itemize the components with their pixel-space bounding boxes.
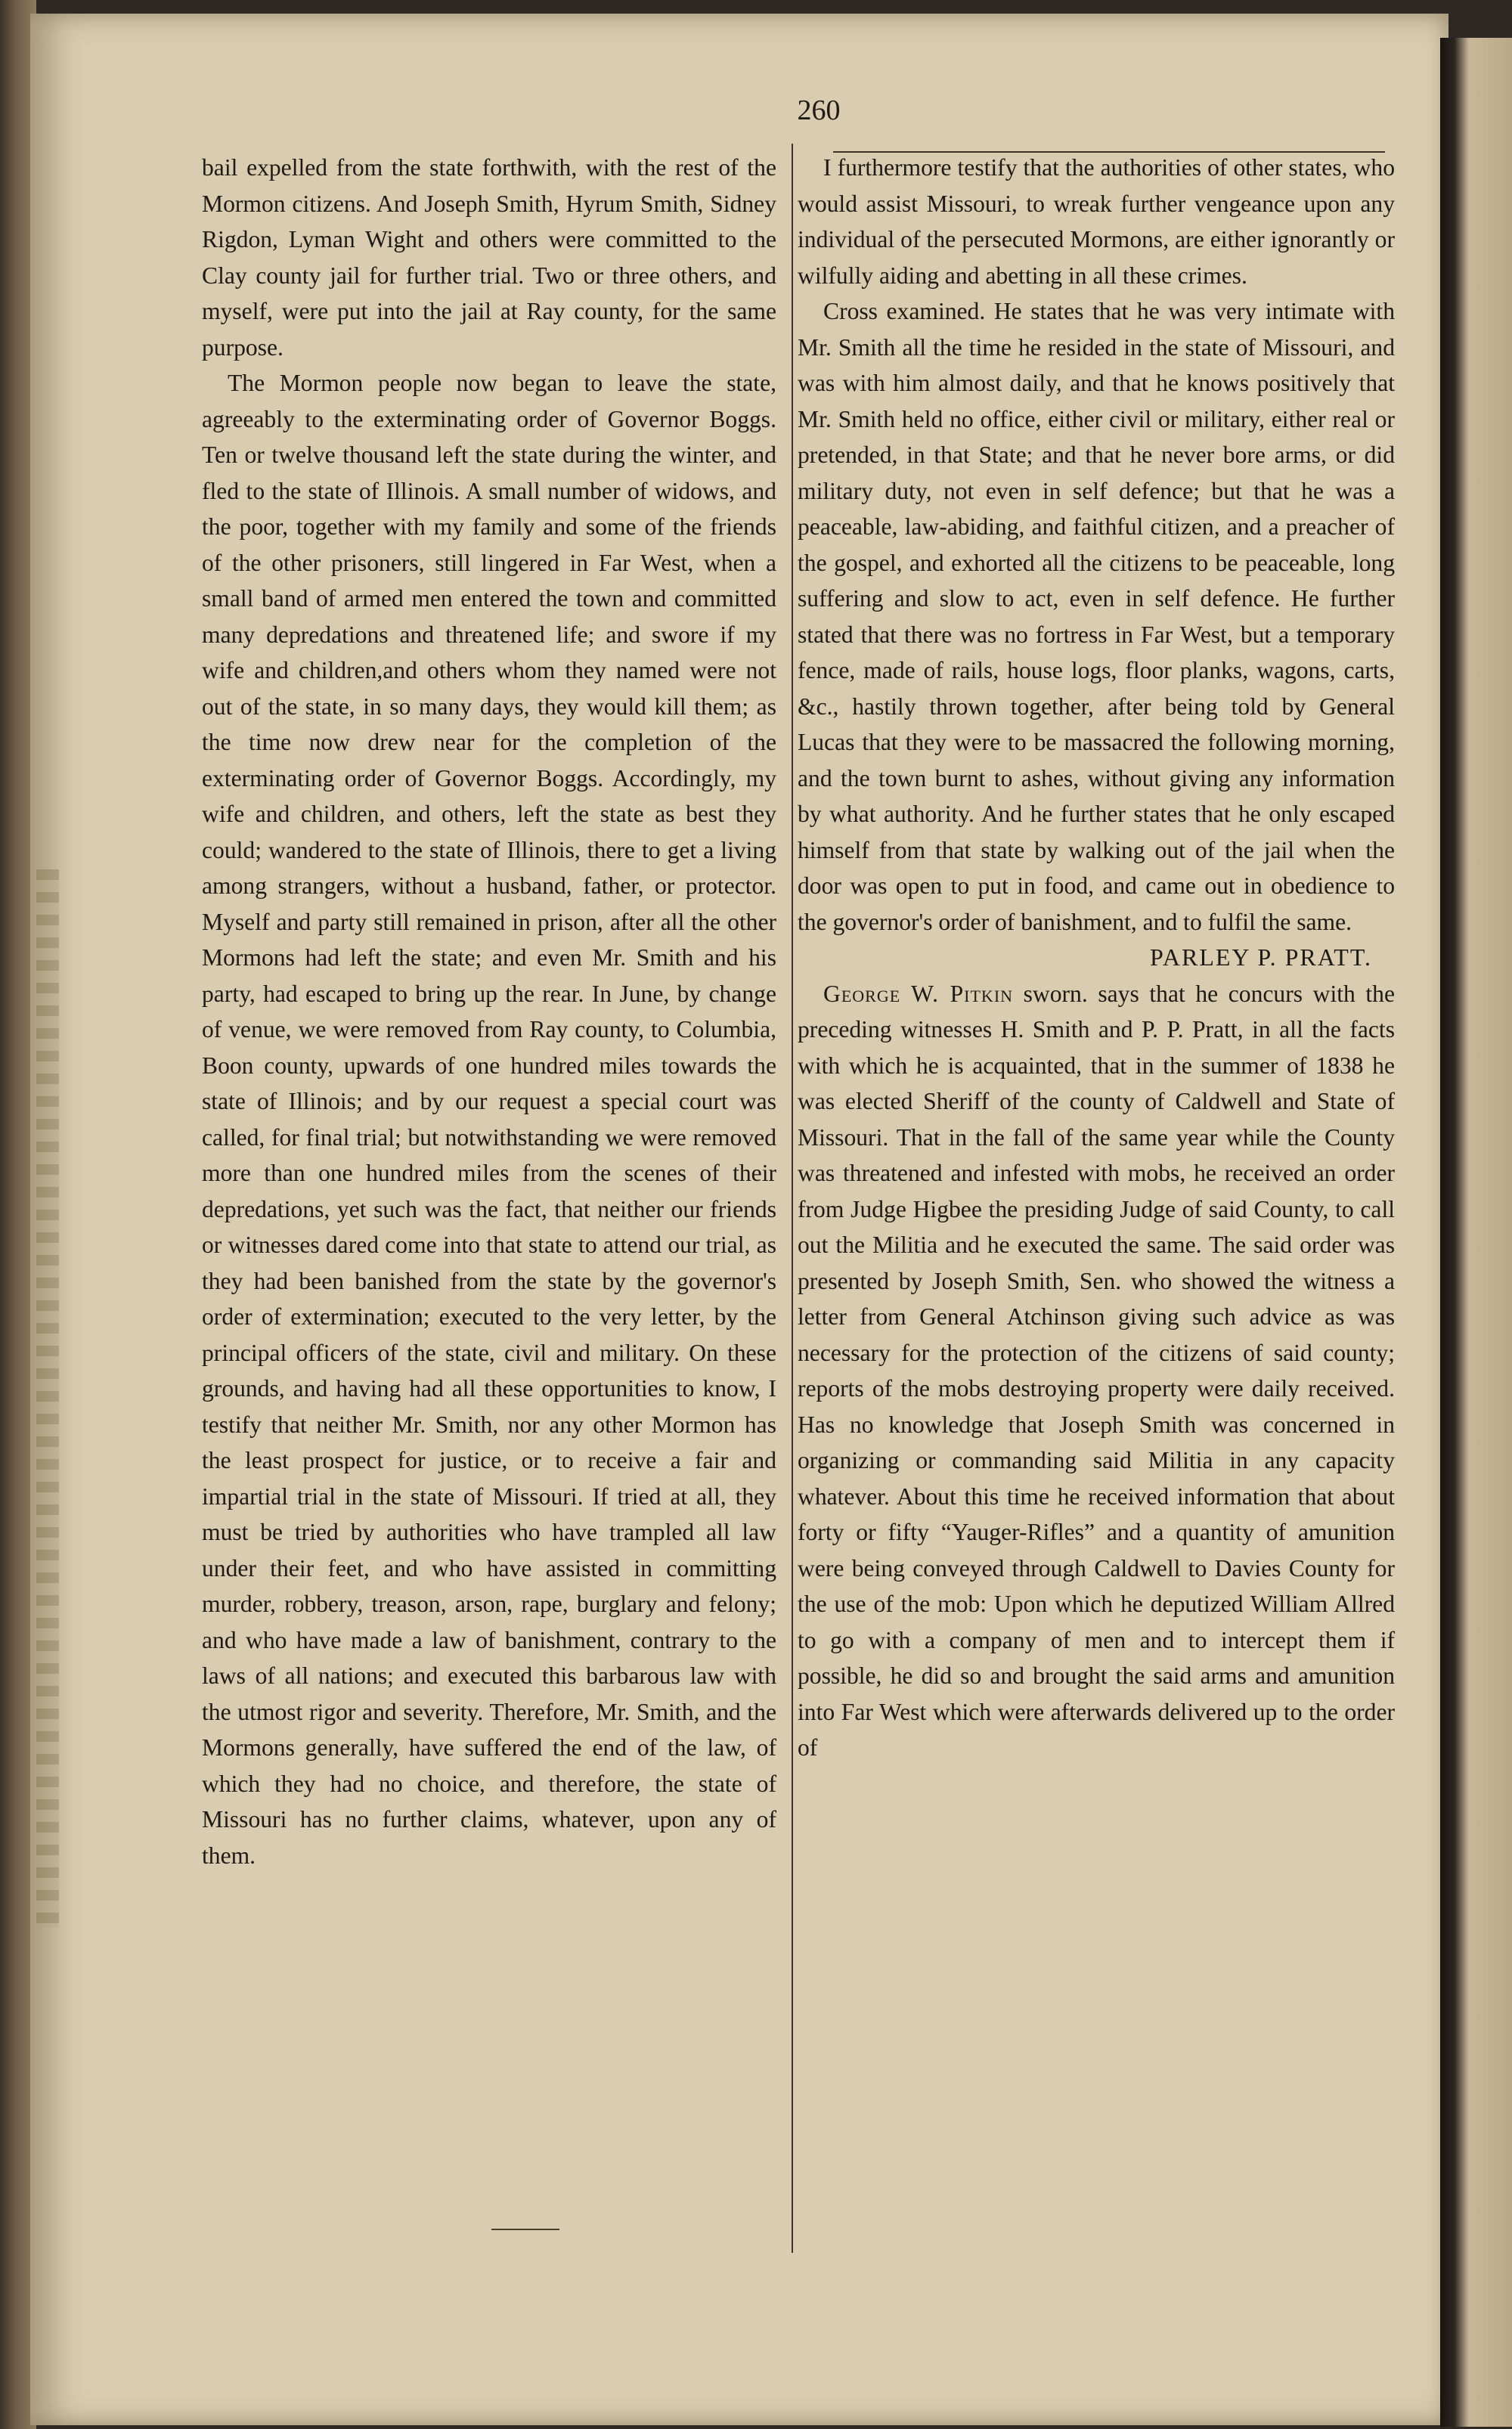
right-paragraph-3-text: sworn. says that he concurs with the preceding witnesses H. Smith and P. P. Pratt, in all the facts with which he is acquainted, that in the summer of 1838 he was elected Sheriff of the county of Caldwell and State of Missouri. That in the fall of the same year while the County was threatened and infested with mobs, he received an order from Judge Higbee the presiding Judge of said County, to call out the Militia and he executed the same. The said order was presented by Joseph Smith, Sen. who showed the witness a letter from General Atchinson giving such advice as was necessary for the protection of the citizens of said county; reports of the mobs destroying property were daily received. Has no knowledge that Joseph Smith was concerned in organizing or commanding said Militia in any capacity whatever. About this time he received information that about forty or fifty “Yauger-Rifles” and a quantity of amunition were being conveyed through Caldwell to Davies County for the use of the mob: Upon which he deputized William Allred to go with a company of men and to intercept them if possible, he did so and brought the said arms and amunition into Far West which were afterwards delivered up to the order of [798,980,1395,1761]
left-paragraph-2: The Mormon people now began to leave the state, agreeably to the exterminating order of Governor Boggs. Ten or twelve thousand left the state during the winter, and fled to the state of Illinois. A small number of widows, and the poor, together with my family and some of the friends of the other prisoners, still lingered in Far West, when a small band of armed men entered the town and committed many depredations and threatened life; and swore if my wife and children,and others whom they named were not out of the state, in so many days, they would kill them; as the time now drew near for the completion of the exterminating order of Governor Boggs. Accordingly, my wife and children, and others, left the state as best they could; wandered to the state of Illinois, there to get a living among strangers, without a husband, father, or protector. Myself and party still remained in prison, after all the other Mormons had left the state; and even Mr. Smith and his party, had escaped to bring up the rear. In June, by change of venue, we were removed from Ray county, to Columbia, Boon county, upwards of one hundred miles towards the state of Illinois; and by our request a special court was called, for final trial; but notwithstanding we were removed more than one hundred miles from the scenes of their depredations, yet such was the fact, that neither our friends or witnesses dared come into that state to attend our trial, as they had been banished from the state by the governor's order of extermination; executed to the very letter, by the principal officers of the state, civil and military. On these grounds, and having had all these opportunities to know, I testify that neither Mr. Smith, nor any other Mormon has the least prospect for justice, or to receive a fair and impartial trial in the state of Missouri. If tried at all, they must be tried by authorities who have trampled all law under their feet, and who have assisted in committing murder, robbery, treason, arson, rape, burglary and felony; and who have made a law of banishment, contrary to the laws of all nations; and executed this barbarous law with the utmost rigor and severity. Therefore, Mr. Smith, and the Mormons generally, have suffered the end of the law, of which they had no choice, and therefore, the state of Missouri has no further claims, whatever, upon any of them. [202,370,776,1869]
signature: PARLEY P. PRATT. [1150,943,1372,971]
end-rule [491,2229,559,2230]
right-paragraph-1: I furthermore testify that the authorities of other states, who would assist Missouri, to wreak further vengeance upon any individual of the persecuted Mormons, are either ignorantly or wilfully aiding and abetting in all these crimes. [798,154,1395,289]
right-paragraph-2: Cross examined. He states that he was very intimate with Mr. Smith all the time he resided in the state of Missouri, and was with him almost daily, and that he knows positively that Mr. Smith held no office, either civil or military, either real or pretended, in that State; and that he never bore arms, or did military duty, not even in self defence; but that he was a peaceable, law-abiding, and faithful citizen, and a preacher of the gospel, and exhorted all the citizens to be peaceable, long suffering and slow to act, even in self defence. He further stated that there was no fortress in Far West, but a temporary fence, made of rails, house logs, floor planks, wagons, carts, &c., hastily thrown together, after being told by General Lucas that they were to be massacred the following morning, and the town burnt to ashes, without giving any information by what authority. And he further states that he only escaped himself from that state by walking out of the jail when the door was open to put in food, and came out in obedience to the governor's order of banishment, and to fulfil the same. [798,298,1395,935]
right-paragraph-3 [798,976,1395,1766]
column-divider [792,144,793,2253]
left-paragraph-1: bail expelled from the state forthwith, with the rest of the Mormon citizens. And Joseph Smith, Hyrum Smith, Sidney Rigdon, Lyman Wight and others were committed to the Clay county jail for further trial. Two or three others, and myself, were put into the jail at Ray county, for the same purpose. [202,154,776,361]
gutter-stain [36,869,59,1928]
page-number: 260 [797,94,841,126]
witness-name: George W. Pitkin [823,980,1014,1007]
right-column [798,150,1395,1766]
left-column [202,150,776,1873]
next-page-edge [1440,38,1512,2427]
